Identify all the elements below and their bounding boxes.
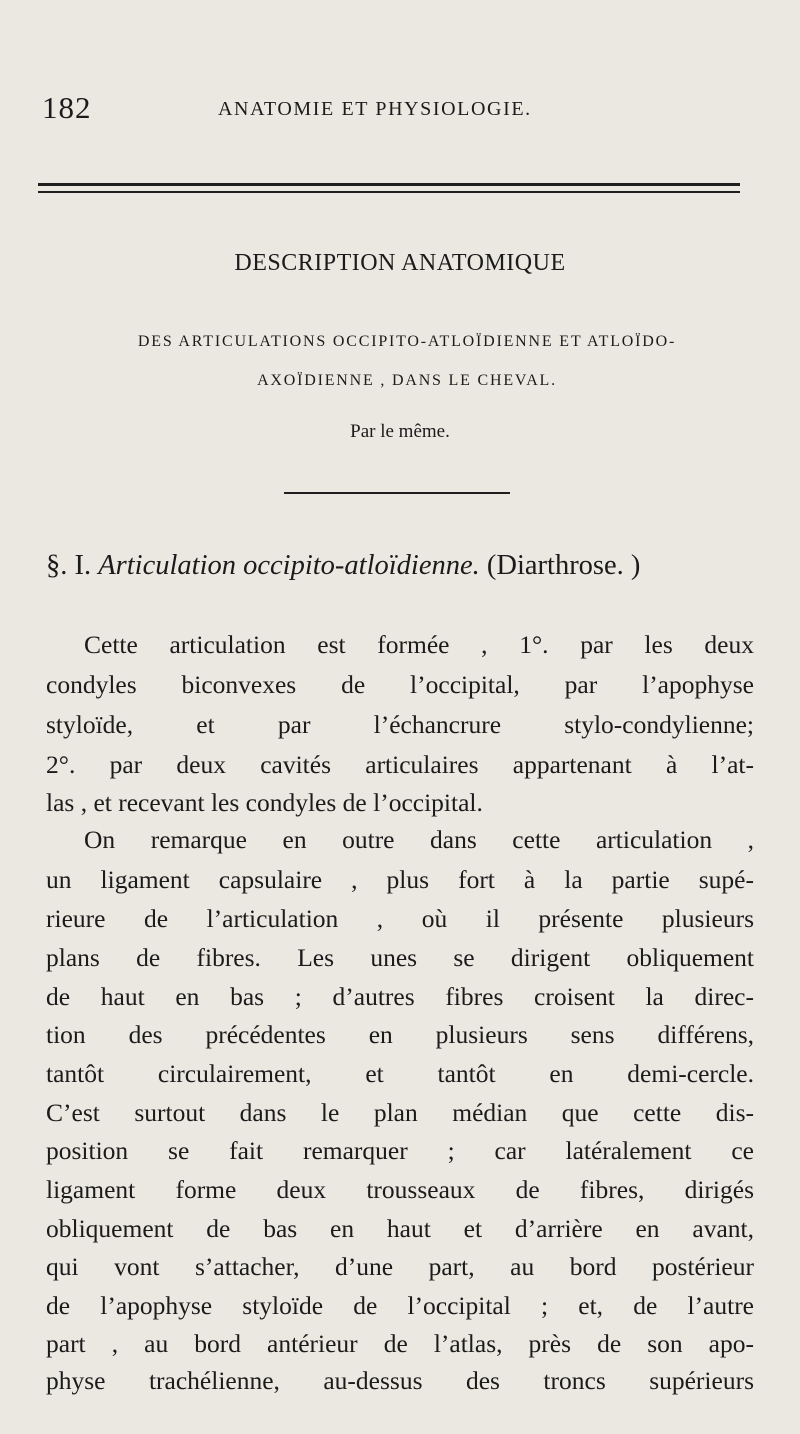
title-divider: [284, 492, 510, 494]
paragraph-2-line: tion des précédentes en plusieurs sens différens,: [46, 1020, 754, 1049]
section-number: §. I.: [46, 550, 92, 581]
paragraph-1-line: Cette articulation est formée , 1°. par les deux: [84, 630, 754, 659]
section-title: Articulation occipito-atloïdienne.: [98, 550, 480, 581]
paragraph-2-line: un ligament capsulaire , plus fort à la partie supé-: [46, 865, 754, 894]
paragraph-2-line: tantôt circulairement, et tantôt en demi-cercle.: [46, 1059, 754, 1088]
page-header: [42, 92, 755, 124]
paragraph-2-line: obliquement de bas en haut et d’arrière en avant,: [46, 1214, 754, 1243]
paragraph-2-line: de l’apophyse styloïde de l’occipital ; et, de l’autre: [46, 1291, 754, 1320]
paragraph-2-line: rieure de l’articulation , où il présente plusieurs: [46, 904, 754, 933]
paragraph-2-line: ligament forme deux trousseaux de fibres, dirigés: [46, 1175, 754, 1204]
paragraph-2-line: physe trachélienne, au-dessus des troncs supérieurs: [46, 1366, 754, 1395]
paragraph-1-line: las , et recevant les condyles de l’occipital.: [46, 788, 483, 817]
header-rule-thin: [38, 191, 740, 193]
paragraph-2-line: part , au bord antérieur de l’atlas, près de son apo-: [46, 1329, 754, 1358]
byline: Par le même.: [350, 421, 450, 442]
paragraph-2-line: position se fait remarquer ; car latéralement ce: [46, 1136, 754, 1165]
paragraph-2-line: plans de fibres. Les unes se dirigent obliquement: [46, 943, 754, 972]
section-note: (Diarthrose. ): [486, 550, 641, 581]
section-heading: [46, 548, 640, 584]
paragraph-2-line: qui vont s’attacher, d’une part, au bord postérieur: [46, 1252, 754, 1281]
paragraph-1-line: 2°. par deux cavités articulaires appartenant à l’at-: [46, 750, 754, 779]
page-number: 182: [42, 90, 92, 125]
paragraph-1-line: condyles biconvexes de l’occipital, par l’apophyse: [46, 670, 754, 699]
running-head: ANATOMIE ET PHYSIOLOGIE.: [218, 98, 532, 120]
article-subtitle-line-2: AXOÏDIENNE , DANS LE CHEVAL.: [257, 372, 557, 389]
paragraph-2-line: On remarque en outre dans cette articulation ,: [84, 825, 754, 854]
header-rule-thick: [38, 183, 740, 186]
article-subtitle-line-1: DES ARTICULATIONS OCCIPITO-ATLOÏDIENNE ET ATLOÏDO-: [137, 333, 677, 350]
article-title: DESCRIPTION ANATOMIQUE: [234, 250, 566, 276]
paragraph-2-line: de haut en bas ; d’autres fibres croisent la direc-: [46, 982, 754, 1011]
paragraph-2-line: C’est surtout dans le plan médian que cette dis-: [46, 1098, 754, 1127]
paragraph-1-line: styloïde, et par l’échancrure stylo-condylienne;: [46, 710, 754, 739]
